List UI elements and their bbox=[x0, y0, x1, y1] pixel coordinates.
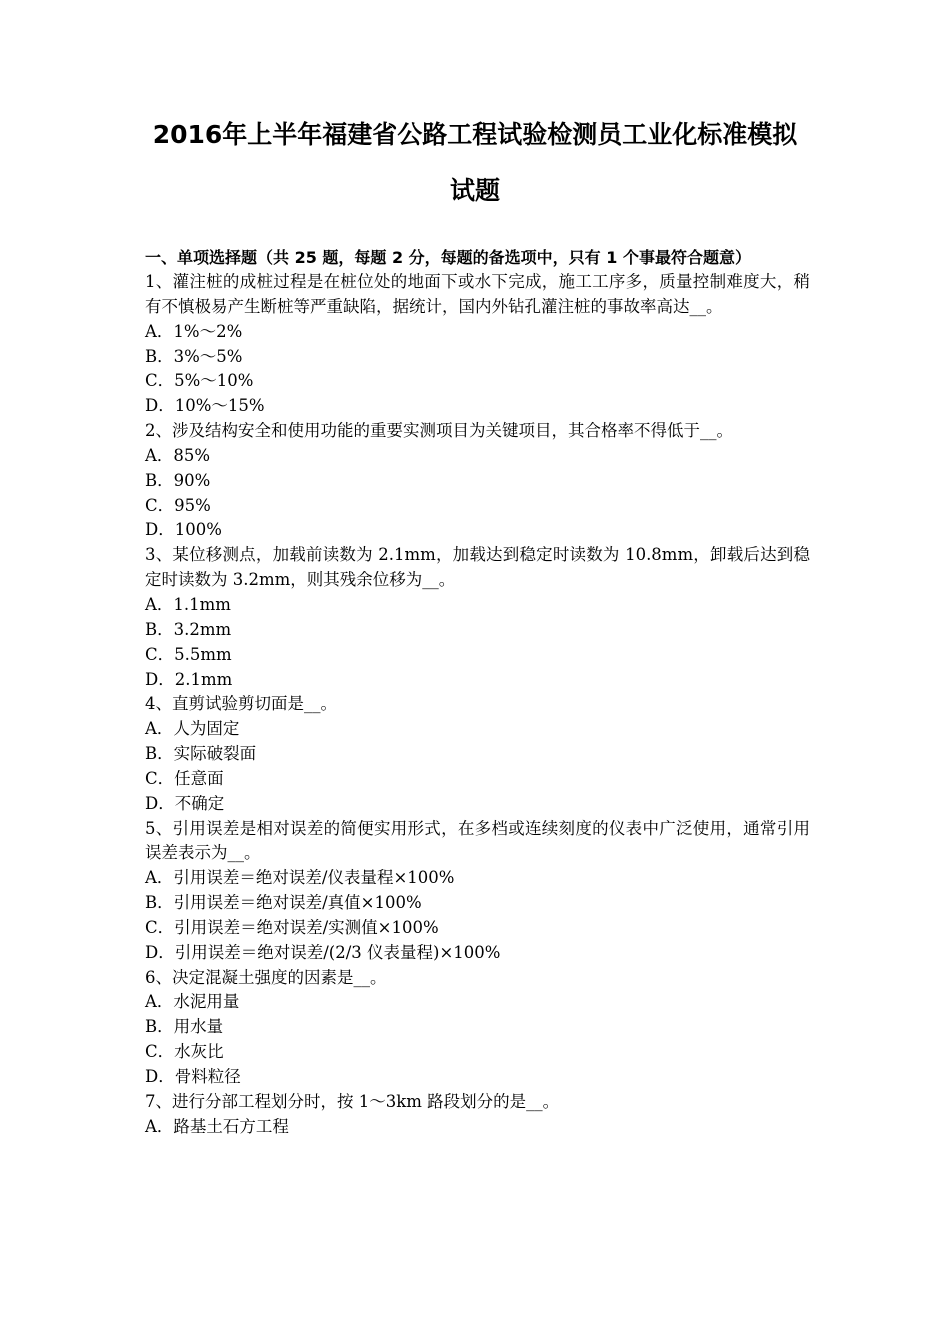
document-title-line-2: 试题 bbox=[449, 176, 500, 205]
question-item bbox=[145, 543, 810, 692]
answer-option: C．95% bbox=[145, 495, 211, 515]
document-title-line-1: 2016年上半年福建省公路工程试验检测员工业化标准模拟 bbox=[152, 120, 798, 149]
question-stem: 3、某位移测点，加载前读数为 2.1mm，加载达到稳定时读数为 10.8mm，卸载后达到稳定时读数为 3.2mm，则其残余位移为__。 bbox=[145, 545, 810, 590]
question-list bbox=[145, 270, 810, 1140]
answer-option: C．水灰比 bbox=[145, 1042, 224, 1062]
question-item bbox=[145, 1090, 810, 1140]
answer-option: A．水泥用量 bbox=[145, 992, 240, 1012]
document-body bbox=[145, 246, 810, 1140]
answer-option: D．不确定 bbox=[145, 793, 225, 813]
section-heading: 一、单项选择题（共 25 题，每题 2 分，每题的备选项中，只有 1 个事最符合题意） bbox=[145, 248, 751, 267]
question-item bbox=[145, 966, 810, 1090]
question-item bbox=[145, 419, 810, 543]
answer-option: A．1%～2% bbox=[145, 321, 243, 341]
answer-option: B．用水量 bbox=[145, 1017, 224, 1037]
answer-option: D．引用误差＝绝对误差/(2/3 仪表量程)×100% bbox=[145, 942, 501, 962]
answer-option: D．10%～15% bbox=[145, 396, 265, 416]
question-item bbox=[145, 692, 810, 816]
answer-option: B．实际破裂面 bbox=[145, 744, 257, 764]
answer-option: B．90% bbox=[145, 470, 211, 490]
question-stem: 5、引用误差是相对误差的简便实用形式，在多档或连续刻度的仪表中广泛使用，通常引用误差表示为__。 bbox=[145, 818, 810, 863]
question-item bbox=[145, 817, 810, 966]
answer-option: C．5.5mm bbox=[145, 644, 232, 664]
answer-option: D．2.1mm bbox=[145, 669, 233, 689]
answer-option: B．3.2mm bbox=[145, 619, 232, 639]
question-item bbox=[145, 270, 810, 419]
answer-option: A．引用误差＝绝对误差/仪表量程×100% bbox=[145, 868, 455, 888]
answer-option: A．85% bbox=[145, 445, 211, 465]
question-stem: 2、涉及结构安全和使用功能的重要实测项目为关键项目，其合格率不得低于__。 bbox=[145, 421, 733, 441]
answer-option: A．1.1mm bbox=[145, 594, 231, 614]
question-stem: 4、直剪试验剪切面是__。 bbox=[145, 694, 337, 714]
question-stem: 7、进行分部工程划分时，按 1～3km 路段划分的是__。 bbox=[145, 1091, 560, 1111]
answer-option: B．引用误差＝绝对误差/真值×100% bbox=[145, 893, 422, 913]
answer-option: D．骨料粒径 bbox=[145, 1067, 241, 1086]
answer-option: C．任意面 bbox=[145, 768, 224, 788]
answer-option: B．3%～5% bbox=[145, 346, 243, 366]
answer-option: D．100% bbox=[145, 520, 222, 540]
question-stem: 6、决定混凝土强度的因素是__。 bbox=[145, 967, 387, 987]
question-stem: 1、灌注桩的成桩过程是在桩位处的地面下或水下完成，施工工序多，质量控制难度大，稍有不慎极易产生断桩等严重缺陷，据统计，国内外钻孔灌注桩的事故率高达__。 bbox=[145, 272, 810, 316]
answer-option: A．路基土石方工程 bbox=[145, 1116, 289, 1136]
answer-option: C．引用误差＝绝对误差/实测值×100% bbox=[145, 917, 439, 937]
answer-option: C．5%～10% bbox=[145, 371, 254, 391]
answer-option: A．人为固定 bbox=[145, 719, 240, 739]
